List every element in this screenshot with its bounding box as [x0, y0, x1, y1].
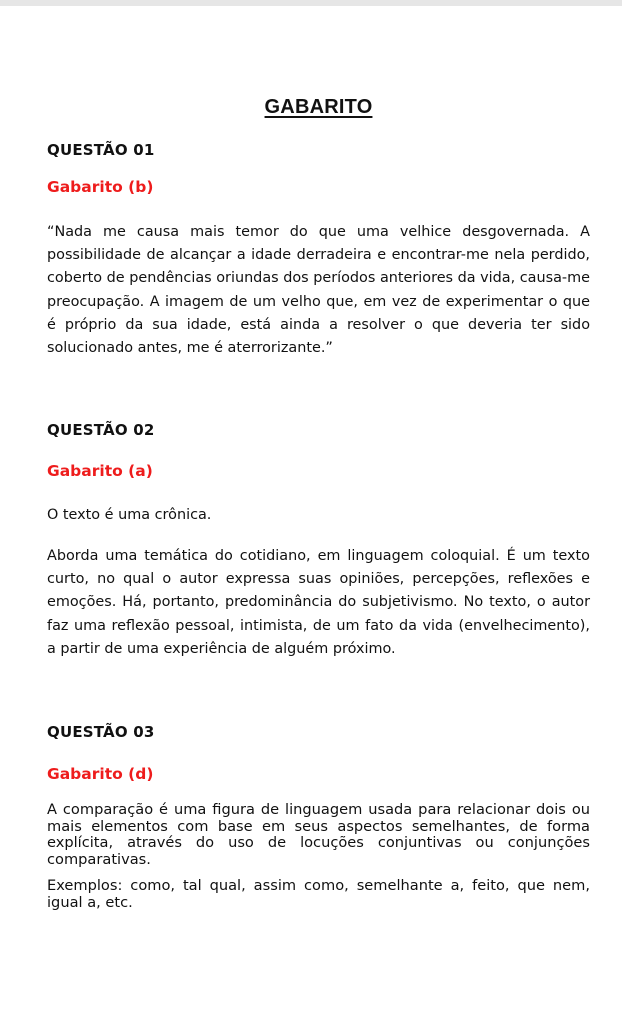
question-01-answer: Gabarito (b) — [47, 178, 154, 196]
question-03-paragraph-1: A comparação é uma figura de linguagem usada para relacionar dois ou mais elementos com base em seus aspectos semelhantes, de forma explícita, através do uso de locuções conjuntivas ou conjunções comparativas. — [47, 801, 590, 868]
question-03-answer: Gabarito (d) — [47, 765, 154, 783]
question-01-heading: QUESTÃO 01 — [47, 141, 155, 159]
question-02-heading: QUESTÃO 02 — [47, 421, 155, 439]
question-03-heading: QUESTÃO 03 — [47, 723, 155, 741]
document-page[interactable] — [0, 6, 622, 1024]
question-03-paragraph-2: Exemplos: como, tal qual, assim como, semelhante a, feito, que nem, igual a, etc. — [47, 877, 590, 911]
question-02-answer: Gabarito (a) — [47, 462, 153, 480]
question-02-paragraph-1: O texto é uma crônica. — [47, 507, 212, 523]
document-title: GABARITO — [264, 96, 373, 118]
question-02-paragraph-2: Aborda uma temática do cotidiano, em linguagem coloquial. É um texto curto, no qual o autor expressa suas opiniões, percepções, reflexões e emoções. Há, portanto, predominância do subjetivismo. No texto, o autor faz uma reflexão pessoal, intimista, de um fato da vida (envelhecimento), a partir de uma experiência de alguém próximo. — [47, 548, 590, 657]
question-01-paragraph: “Nada me causa mais temor do que uma velhice desgovernada. A possibilidade de alcançar a idade derradeira e encontrar-me nela perdido, coberto de pendências oriundas dos períodos anteriores da vida, causa-me preocupação. A imagem de um velho que, em vez de experimentar o que é próprio da sua idade, está ainda a resolver o que deveria ter sido solucionado antes, me é aterrorizante.” — [47, 224, 590, 357]
